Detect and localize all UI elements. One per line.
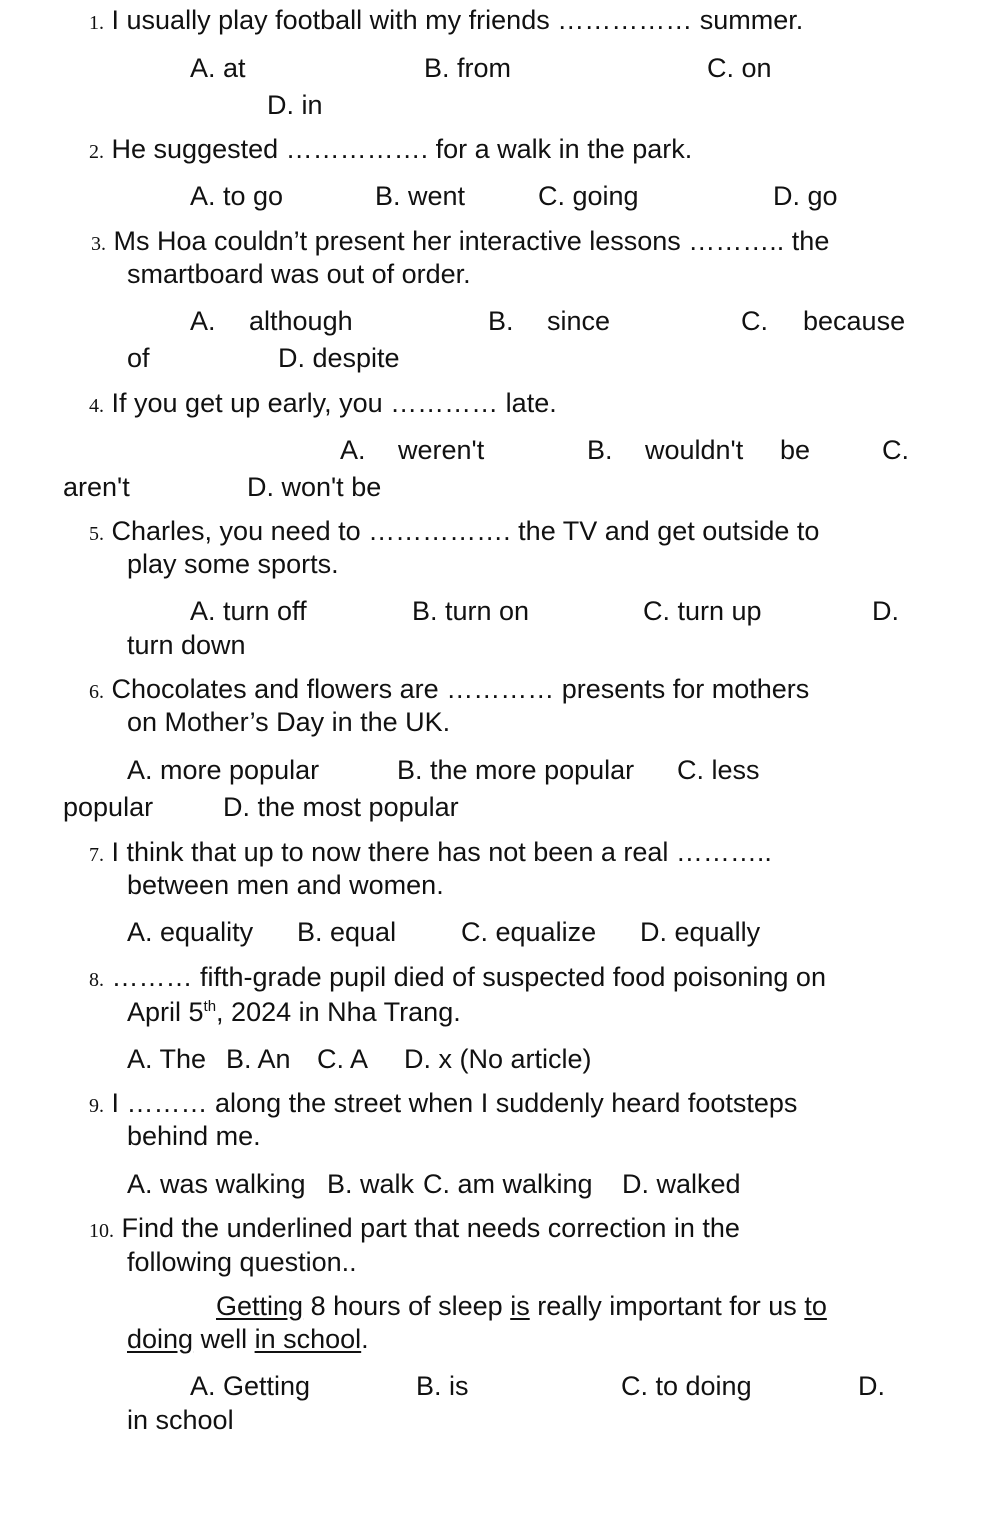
question-5-stem	[89, 515, 819, 551]
question-10-stem-cont: following question..	[127, 1247, 357, 1277]
question-3-option-b-letter[interactable]: B.	[488, 306, 514, 336]
question-text: If you get up early, you ………… late.	[111, 388, 557, 418]
question-5-stem-cont: play some sports.	[127, 549, 339, 579]
question-text: ……… fifth-grade pupil died of suspected food poisoning on	[111, 962, 826, 992]
question-8-option-c[interactable]: C. A	[317, 1044, 369, 1074]
question-1-option-a[interactable]: A. at	[190, 53, 246, 83]
question-7-option-a[interactable]: A. equality	[127, 917, 254, 947]
question-1-stem	[89, 4, 803, 40]
underlined-part-c: to	[804, 1291, 827, 1321]
underlined-part-b: is	[510, 1291, 530, 1321]
question-text: Chocolates and flowers are ………… presents for mothers	[111, 674, 810, 704]
question-text: Ms Hoa couldn’t present her interactive lessons ……….. the	[113, 226, 830, 256]
question-8-option-d[interactable]: D. x (No article)	[404, 1044, 592, 1074]
question-7-option-b[interactable]: B. equal	[297, 917, 397, 947]
question-6-option-c[interactable]: C. less	[677, 755, 760, 785]
sentence-text: .	[361, 1324, 369, 1354]
question-6-option-d[interactable]: D. the most popular	[223, 792, 459, 822]
ordinal-suffix: th	[203, 998, 217, 1015]
question-2-option-a[interactable]: A. to go	[190, 181, 284, 211]
question-6-option-c-cont[interactable]: popular	[63, 792, 154, 822]
question-4-stem	[89, 387, 557, 423]
date-text: April 5	[127, 997, 204, 1027]
question-10-option-d-text[interactable]: in school	[127, 1405, 234, 1435]
question-9-option-d[interactable]: D. walked	[622, 1169, 741, 1199]
question-number: 3.	[91, 233, 106, 255]
question-number: 4.	[89, 395, 104, 417]
question-2-option-d[interactable]: D. go	[773, 181, 838, 211]
question-10-sentence-cont	[127, 1323, 369, 1356]
question-3-stem	[91, 225, 912, 261]
question-number: 9.	[89, 1095, 104, 1117]
question-number: 6.	[89, 681, 104, 703]
question-10-option-b[interactable]: B. is	[416, 1371, 469, 1401]
question-10-option-a[interactable]: A. Getting	[190, 1371, 311, 1401]
question-2-option-c[interactable]: C. going	[538, 181, 639, 211]
question-2-stem	[89, 133, 692, 169]
question-10-option-c[interactable]: C. to doing	[621, 1371, 752, 1401]
question-text: Find the underlined part that needs correction in the	[121, 1213, 740, 1243]
question-9-stem-cont: behind me.	[127, 1121, 261, 1151]
question-2-option-b[interactable]: B. went	[375, 181, 466, 211]
question-3-option-c-text-cont[interactable]: of	[127, 343, 150, 373]
question-4-option-b-letter[interactable]: B.	[587, 435, 613, 465]
question-3-option-a-letter[interactable]: A.	[190, 306, 216, 336]
question-6-option-b[interactable]: B. the more popular	[397, 755, 635, 785]
question-7-option-d[interactable]: D. equally	[640, 917, 761, 947]
question-3-option-c-text[interactable]: because	[803, 306, 906, 336]
question-8-option-a[interactable]: A. The	[127, 1044, 207, 1074]
question-5-option-c[interactable]: C. turn up	[643, 596, 762, 626]
question-5-option-d-letter[interactable]: D.	[872, 596, 899, 626]
question-7-stem-cont: between men and women.	[127, 870, 444, 900]
question-3-option-b-text[interactable]: since	[547, 306, 611, 336]
question-4-option-b-text[interactable]: wouldn't	[645, 435, 744, 465]
question-4-option-b-text-cont[interactable]: be	[780, 435, 811, 465]
question-9-option-b[interactable]: B. walk	[327, 1169, 415, 1199]
question-10-sentence	[216, 1290, 827, 1323]
question-5-option-d-text[interactable]: turn down	[127, 630, 246, 660]
question-8-option-b[interactable]: B. An	[226, 1044, 291, 1074]
question-1-option-b[interactable]: B. from	[424, 53, 512, 83]
question-3-option-a-text[interactable]: although	[249, 306, 353, 336]
question-10-option-d-letter[interactable]: D.	[858, 1371, 885, 1401]
question-9-option-a[interactable]: A. was walking	[127, 1169, 306, 1199]
question-3-option-c-letter[interactable]: C.	[741, 306, 768, 336]
question-number: 2.	[89, 141, 104, 163]
question-text: I think that up to now there has not been a real ………..	[111, 837, 772, 867]
underlined-part-a: Getting	[216, 1291, 304, 1321]
question-4-option-c-text[interactable]: aren't	[63, 472, 130, 502]
question-number: 8.	[89, 969, 104, 991]
question-text: He suggested ……………. for a walk in the park.	[111, 134, 693, 164]
question-6-option-a[interactable]: A. more popular	[127, 755, 320, 785]
date-text-cont: , 2024 in Nha Trang.	[216, 997, 461, 1027]
question-6-stem	[89, 673, 809, 709]
question-number: 10.	[89, 1220, 114, 1242]
question-3-stem-cont: smartboard was out of order.	[127, 259, 471, 289]
sentence-text: 8 hours of sleep	[303, 1291, 511, 1321]
question-1-option-c[interactable]: C. on	[707, 53, 772, 83]
underlined-part-c-cont: doing	[127, 1324, 194, 1354]
question-text: I ……… along the street when I suddenly heard footsteps	[111, 1088, 798, 1118]
underlined-part-d: in school	[254, 1324, 362, 1354]
sentence-text: well	[193, 1324, 255, 1354]
question-8-stem	[89, 961, 826, 997]
question-3-option-d[interactable]: D. despite	[278, 343, 400, 373]
question-7-stem	[89, 836, 772, 872]
question-9-option-c[interactable]: C. am walking	[423, 1169, 593, 1199]
question-7-option-c[interactable]: C. equalize	[461, 917, 597, 947]
question-8-stem-cont	[127, 996, 461, 1029]
sentence-text: really important for us	[529, 1291, 805, 1321]
question-4-option-a-letter[interactable]: A.	[340, 435, 366, 465]
question-number: 1.	[89, 12, 104, 34]
question-6-stem-cont: on Mother’s Day in the UK.	[127, 707, 451, 737]
question-1-option-d[interactable]: D. in	[267, 90, 323, 120]
question-5-option-b[interactable]: B. turn on	[412, 596, 530, 626]
question-number: 7.	[89, 844, 104, 866]
question-number: 5.	[89, 523, 104, 545]
question-10-stem	[89, 1212, 740, 1248]
question-4-option-d[interactable]: D. won't be	[247, 472, 382, 502]
question-9-stem	[89, 1087, 797, 1123]
question-4-option-a-text[interactable]: weren't	[398, 435, 485, 465]
question-4-option-c-letter[interactable]: C.	[882, 435, 909, 465]
question-text: I usually play football with my friends …………… summer.	[111, 5, 804, 35]
question-text: Charles, you need to ……………. the TV and get outside to	[111, 516, 820, 546]
question-5-option-a[interactable]: A. turn off	[190, 596, 307, 626]
